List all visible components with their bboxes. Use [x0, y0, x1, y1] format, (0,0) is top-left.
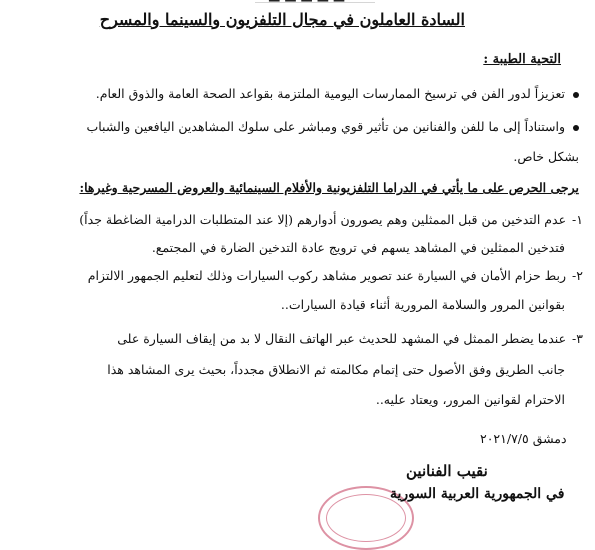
item-3-line-1 [117, 331, 583, 346]
bullet-dot-icon [573, 125, 579, 131]
signature-subtitle: في الجمهورية العربية السورية [390, 486, 565, 502]
item-1-line-2: فتدخين الممثلين في المشاهد يسهم في ترويج عادة التدخين الضارة في المجتمع. [151, 240, 565, 255]
item-2-line-2: بقوانين المرور والسلامة المرورية أثناء قيادة السيارات.. [280, 297, 565, 312]
item-2-number: ٢- [572, 268, 583, 283]
bullet-dot-icon [573, 92, 579, 98]
bullet-1 [96, 86, 579, 101]
item-2-text-1: ربط حزام الأمان في السيارة عند تصوير مشاهد ركوب السيارات وذلك لتعليم الجمهور الالتزام [87, 268, 567, 283]
item-2-line-1 [88, 268, 583, 283]
item-1-text-1: عدم التدخين من قبل الممثلين وهم يصورون أدوارهم (إلا عند المتطلبات الدرامية الضاغطة جداً) [79, 212, 567, 227]
greeting: التحية الطيبة : [483, 52, 561, 67]
bullet-2 [86, 119, 579, 134]
top-fragment: — — — — — [268, 0, 345, 7]
bullet-2-continuation: بشكل خاص. [513, 149, 579, 164]
document-title: السادة العاملون في مجال التلفزيون والسينما والمسرح [99, 10, 465, 29]
item-3-number: ٣- [572, 331, 583, 346]
item-3-line-2: جانب الطريق وفق الأصول حتى إتمام مكالمته ثم الانطلاق مجدداً، بحيث يرى المشاهد هذا [107, 362, 565, 377]
instructions-intro: يرجى الحرص على ما يأتي في الدراما التلفزيونية والأفلام السينمائية والعروض المسرحية وغيرها: [79, 180, 579, 195]
item-3-text-1: عندما يضطر الممثل في المشهد للحديث عبر الهاتف النقال لا بد من إيقاف السيارة على [117, 331, 567, 346]
item-1-line-1 [79, 212, 583, 227]
bullet-1-text: تعزيزاً لدور الفن في ترسيخ الممارسات اليومية الملتزمة بقواعد الصحة العامة والذوق العام. [95, 86, 565, 101]
signature-title: نقيب الفنانين [406, 462, 488, 480]
item-1-number: ١- [572, 212, 583, 227]
bullet-2-text: واستناداً إلى ما للفن والفنانين من تأثير قوي ومباشر على سلوك المشاهدين اليافعين والشباب [86, 119, 565, 134]
item-3-line-3: الاحترام لقوانين المرور، ويعتاد عليه.. [375, 392, 565, 407]
document-date: دمشق ٢٠٢١/٧/٥ [480, 431, 567, 446]
